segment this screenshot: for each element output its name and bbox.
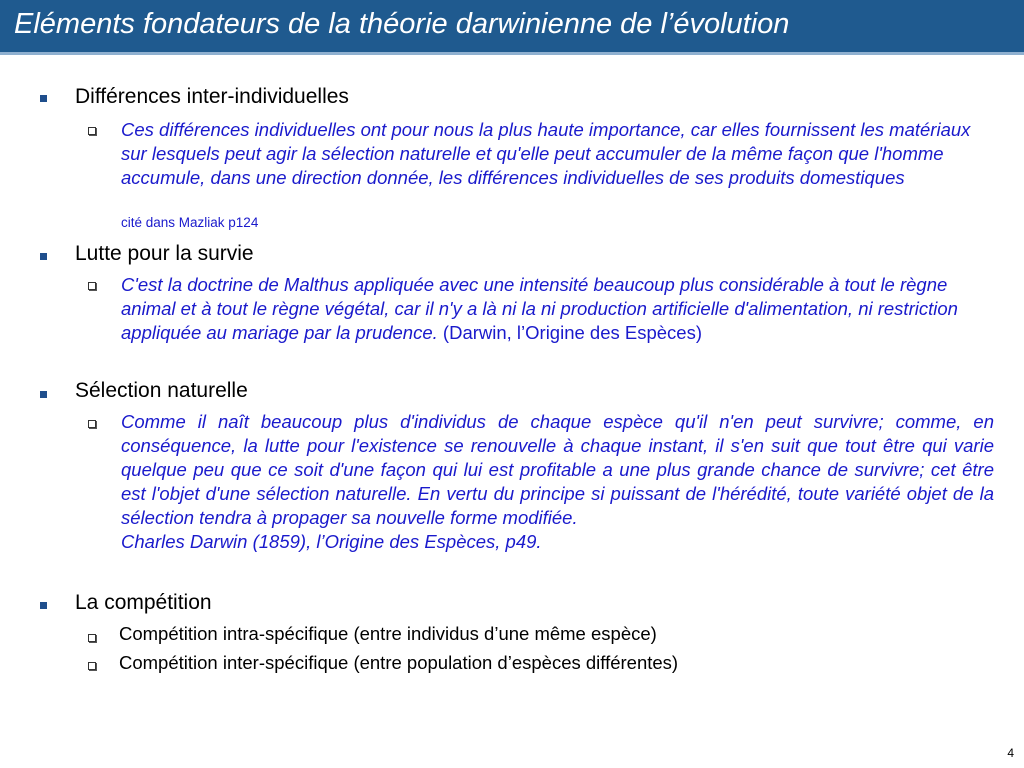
- bullet-hollow-square-icon: [88, 634, 96, 642]
- list-item: Compétition intra-spécifique (entre individus d’une même espèce): [119, 623, 657, 644]
- page-number: 4: [1007, 746, 1014, 760]
- bullet-hollow-square-icon: [88, 282, 96, 290]
- list-item: Compétition inter-spécifique (entre population d’espèces différentes): [119, 652, 679, 673]
- heading-competition: La compétition: [75, 591, 212, 614]
- quote-source: Charles Darwin (1859), l’Origine des Espèces, p49.: [121, 531, 542, 552]
- quote-malthus: [121, 273, 994, 345]
- quote-text: C'est la doctrine de Malthus appliquée avec une intensité beaucoup plus considérable à tout le règne animal et à tout le règne végétal, car il n'y a là ni la ni production artificielle d'alimentation, ni restriction appliquée au mariage par la prudence.: [121, 274, 958, 343]
- slide-title: Eléments fondateurs de la théorie darwinienne de l’évolution: [14, 8, 790, 40]
- quote-differences: [121, 118, 994, 190]
- quote-text: Ces différences individuelles ont pour nous la plus haute importance, car elles fournissent les matériaux sur lesquels peut agir la sélection naturelle et qu'elle peut accumuler de la même façon que l'homme accumule, dans une direction donnée, les différences individuelles de ses produits domestiques: [121, 119, 971, 188]
- quote-source: (Darwin, l’Origine des Espèces): [437, 322, 703, 343]
- heading-selection: Sélection naturelle: [75, 379, 248, 402]
- bullet-square-icon: [40, 253, 47, 260]
- bullet-square-icon: [40, 602, 47, 609]
- bullet-square-icon: [40, 391, 47, 398]
- bullet-hollow-square-icon: [88, 420, 96, 428]
- bullet-hollow-square-icon: [88, 127, 96, 135]
- quote-selection: [121, 410, 994, 554]
- bullet-square-icon: [40, 95, 47, 102]
- heading-differences: Différences inter-individuelles: [75, 85, 349, 108]
- quote-source: cité dans Mazliak p124: [121, 215, 259, 230]
- heading-lutte: Lutte pour la survie: [75, 242, 254, 265]
- bullet-hollow-square-icon: [88, 662, 96, 670]
- quote-text: Comme il naît beaucoup plus d'individus de chaque espèce qu'il n'en peut survivre; comme, en conséquence, la lutte pour l'existence se renouvelle à chaque instant, il s'en suit que tout être qui varie quelque peu que ce soit d'une façon qui lui est profitable a une plus grande chance de survivre; cet être est l'objet d'une sélection naturelle. En vertu du principe si puissant de l'hérédité, toute variété objet de la sélection tendra à propager sa nouvelle forme modifiée.: [121, 411, 994, 528]
